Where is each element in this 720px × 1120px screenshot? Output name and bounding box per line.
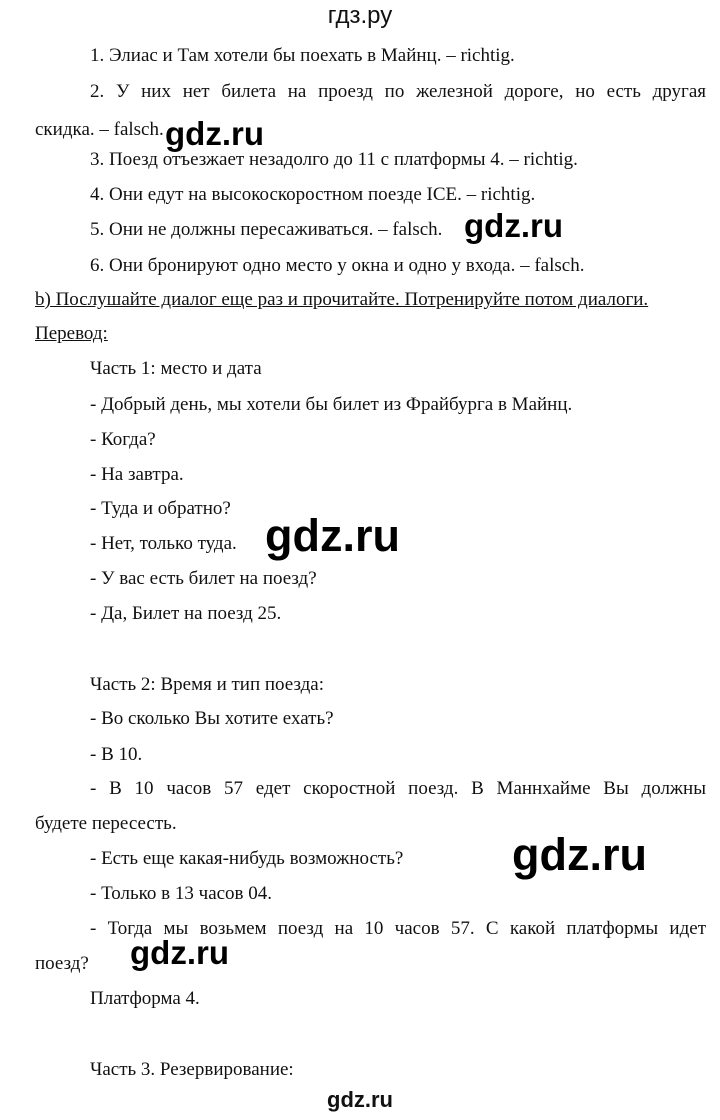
translation-heading: Перевод:: [35, 323, 108, 344]
dialog-line: - В 10 часов 57 едет скоростной поезд. В Маннхайме Вы должны: [90, 778, 706, 799]
dialog-line: Платформа 4.: [90, 988, 200, 1009]
part-2-title: Часть 2: Время и тип поезда:: [90, 674, 324, 695]
answer-line-5: 5. Они не должны пересаживаться. – falsch.: [90, 219, 443, 240]
dialog-line: - Во сколько Вы хотите ехать?: [90, 708, 334, 729]
dialog-line: - Добрый день, мы хотели бы билет из Фрайбурга в Майнц.: [90, 394, 573, 415]
dialog-line: - На завтра.: [90, 464, 184, 485]
dialog-line: - Да, Билет на поезд 25.: [90, 603, 282, 624]
page-footer: gdz.ru: [327, 1087, 393, 1112]
dialog-line: - Туда и обратно?: [90, 498, 231, 519]
watermark: gdz.ru: [165, 115, 264, 152]
answer-line-4: 4. Они едут на высокоскоростном поезде ICE. – richtig.: [90, 184, 536, 205]
dialog-line: - Когда?: [90, 429, 156, 450]
dialog-line: - Только в 13 часов 04.: [90, 883, 273, 904]
watermark: gdz.ru: [130, 934, 229, 971]
dialog-line-cont: поезд?: [35, 953, 89, 974]
dialog-line: - Нет, только туда.: [90, 533, 237, 554]
page-header: гдз.ру: [327, 2, 393, 29]
answer-line-6: 6. Они бронируют одно место у окна и одно у входа. – falsch.: [90, 255, 585, 276]
answer-line-2-cont: скидка. – falsch.: [35, 119, 164, 140]
part-1-title: Часть 1: место и дата: [90, 358, 262, 379]
watermark: gdz.ru: [265, 510, 400, 561]
answer-line-3: 3. Поезд отъезжает незадолго до 11 с платформы 4. – richtig.: [90, 149, 578, 170]
answer-line-2: 2. У них нет билета на проезд по железной дороге, но есть другая: [90, 81, 706, 102]
part-3-title: Часть 3. Резервирование:: [90, 1059, 294, 1080]
dialog-line: - У вас есть билет на поезд?: [90, 568, 317, 589]
answer-line-1: 1. Элиас и Там хотели бы поехать в Майнц. – richtig.: [90, 45, 515, 66]
dialog-line-cont: будете пересесть.: [35, 813, 177, 834]
watermark: gdz.ru: [512, 829, 647, 880]
task-b-heading: b) Послушайте диалог еще раз и прочитайте. Потренируйте потом диалоги.: [35, 289, 649, 310]
dialog-line: - Тогда мы возьмем поезд на 10 часов 57. С какой платформы идет: [90, 918, 706, 939]
dialog-line: - В 10.: [90, 744, 143, 765]
watermark: gdz.ru: [464, 207, 563, 244]
dialog-line: - Есть еще какая-нибудь возможность?: [90, 848, 404, 869]
